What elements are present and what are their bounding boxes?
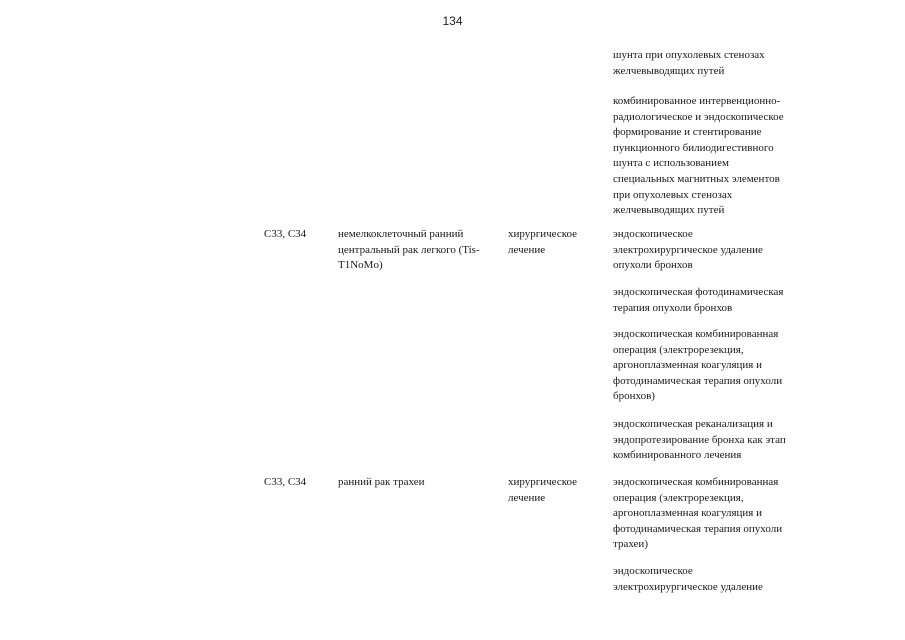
icd-code: C33, C34 — [264, 228, 307, 240]
method-text: эндоскопическое электрохирургическое удаление опухоли бронхов — [613, 228, 763, 272]
method-text: эндоскопическая комбинированная операция (электрорезекция, аргоноплазменная коагуляция и фотодинамическая терапия опухоли трахеи) — [613, 476, 783, 551]
diagnosis-text: немелкоклеточный ранний центральный рак легкого (Tis- T1NoMo) — [338, 228, 480, 272]
method-text: эндоскопическая реканализация и эндопротезирование бронха как этап комбинированного лечения — [613, 418, 786, 462]
diagnosis-cell — [338, 227, 500, 274]
treatment-cell — [508, 475, 598, 506]
treatment-text: хирургическое лечение — [508, 228, 578, 256]
method-text: эндоскопическая фотодинамическая терапия опухоли бронхов — [613, 286, 784, 314]
methods-column-block-0 — [613, 48, 813, 79]
method-cell — [613, 417, 813, 464]
icd-code-cell — [264, 475, 330, 491]
page-number: 134 — [442, 14, 463, 28]
diagnosis-cell — [338, 475, 500, 491]
method-text: комбинированное интервенционно- радиологическое и эндоскопическое формирование и стентирование пункционного билиодигестивного шунта с использованием специальных магнитных элементов при опухолевых стенозах желчевыводящих путей — [613, 95, 784, 217]
treatment-text: хирургическое лечение — [508, 476, 578, 504]
icd-code-cell — [264, 227, 330, 243]
method-cell — [613, 327, 813, 405]
method-cell — [613, 475, 813, 553]
method-text: эндоскопическое электрохирургическое удаление — [613, 565, 763, 593]
method-cell — [613, 227, 813, 274]
diagnosis-text: ранний рак трахеи — [338, 476, 425, 488]
method-cell — [613, 564, 813, 595]
treatment-cell — [508, 227, 598, 258]
method-cell — [613, 285, 813, 316]
method-text: шунта при опухолевых стенозах желчевыводящих путей — [613, 49, 765, 77]
method-text: эндоскопическая комбинированная операция (электрорезекция, аргоноплазменная коагуляция и фотодинамическая терапия опухоли бронхов) — [613, 328, 783, 403]
methods-column-block-0b — [613, 94, 813, 219]
icd-code: C33, C34 — [264, 476, 307, 488]
